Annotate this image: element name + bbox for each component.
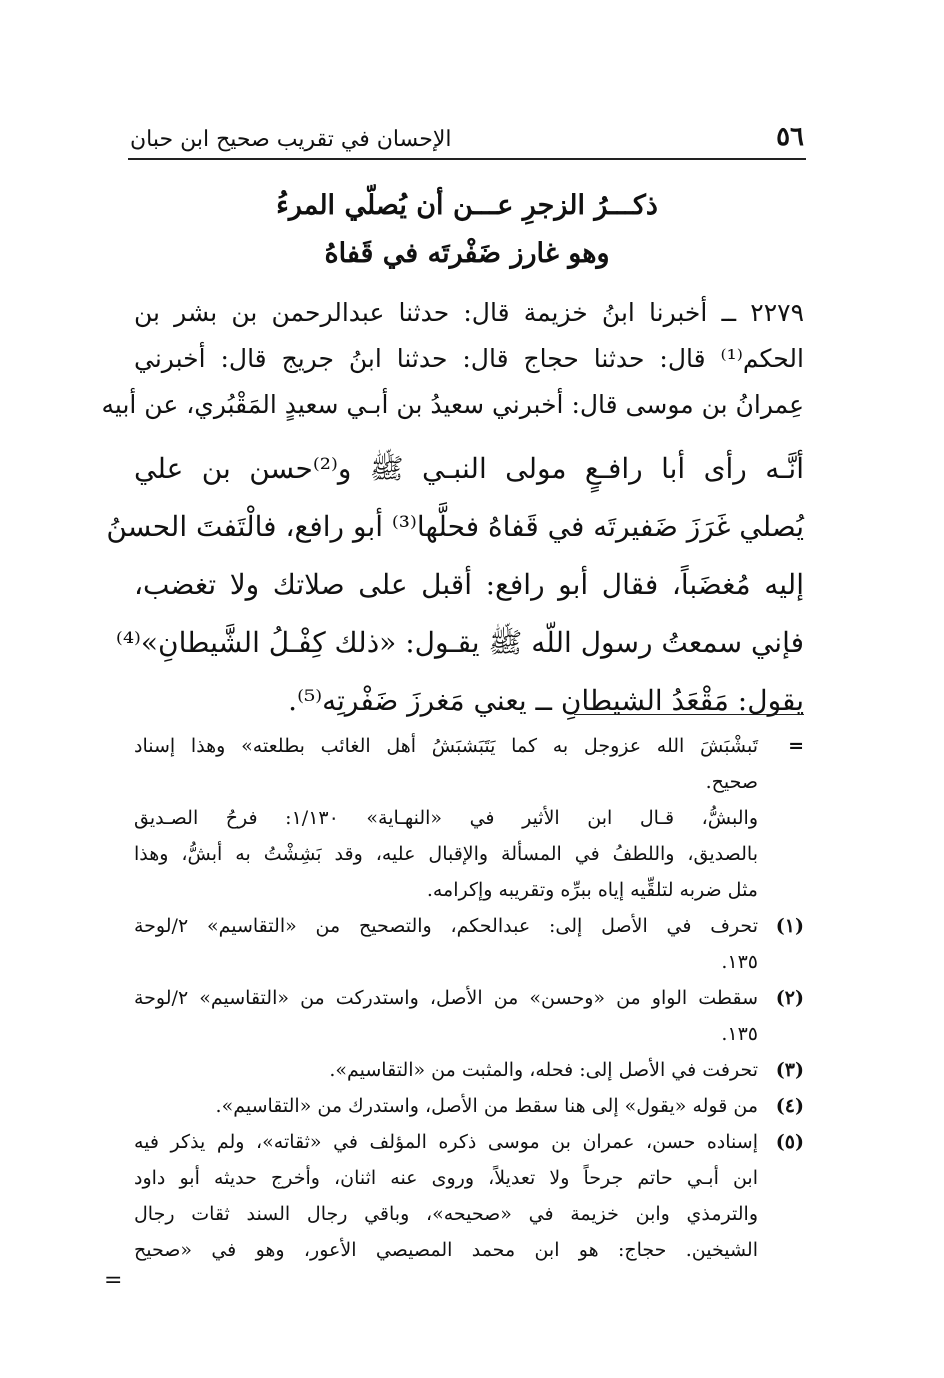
- footnote-line: تحرف في الأصل إلى: عبدالحكم، والتصحيح من «التقاسيم» ٢/لوحة: [134, 915, 758, 937]
- footnote-body: [134, 728, 758, 800]
- footnote-line: الشيخين. حجاج: هو ابن محمد المصيصي الأعور، وهو في «صحيح: [134, 1239, 758, 1261]
- chapter-heading-line-1: ذكـــرُ الزجرِ عـــن أن يُصلّي المرءُ: [276, 190, 658, 221]
- footnote-body: [134, 980, 758, 1052]
- footnote-mark: (٥): [775, 1131, 804, 1153]
- isnad-line: ٢٢٧٩ ــ أخبرنا ابنُ خزيمة قال: حدثنا عبدالرحمن بن بشر بن: [134, 298, 804, 327]
- footnote-line: والترمذي وابن خزيمة في «صحيحه»، وباقي رجال السند ثقات رجال: [134, 1203, 758, 1225]
- continuation-mark: =: [104, 1268, 123, 1293]
- footnote-line: إسناده حسن، عمران بن موسى ذكره المؤلف في «ثقاته»، ولم يذكر فيه: [134, 1131, 758, 1153]
- footnote-line: من قوله «يقول» إلى هنا سقط من الأصل، واستدرك من «التقاسيم».: [215, 1095, 758, 1117]
- isnad-line: الحكم⁽¹⁾ قال: حدثنا حجاج قال: حدثنا ابنُ جريج قال: أخبرني: [134, 344, 804, 373]
- header-rule: [128, 158, 806, 160]
- footnote-body: [134, 1124, 758, 1268]
- footnote-5: [134, 1124, 804, 1268]
- footnote-mark: (٢): [775, 987, 804, 1009]
- chapter-heading-line-2: وهو غارز ضَفْرتَه في قَفاهُ: [324, 238, 610, 269]
- hadith-text: [101, 290, 804, 730]
- footnote-line: بالصديق، واللطفُ في المسألة والإقبال عليه، وقد بَشِشْتُ به أبشُّ، وهذا: [134, 843, 758, 865]
- footnote-4: [134, 1088, 804, 1124]
- matn-line: يُصلي غَرَزَ ضَفيرتَه في قَفاهُ فحلَّها⁽³⁾ أبو رافع، فالْتَفتَ الحسنُ: [106, 510, 804, 543]
- footnote-mark: (٣): [775, 1059, 804, 1081]
- isnad-block: [101, 290, 804, 428]
- footnote-separator: [574, 714, 804, 715]
- footnote-body: [134, 1088, 758, 1124]
- footnote-body: [134, 908, 758, 980]
- footnote-line: تحرفت في الأصل إلى: فحله، والمثبت من «التقاسيم».: [329, 1059, 758, 1081]
- footnote-line: ١٣٥.: [721, 1023, 758, 1045]
- page-number: ٥٦: [776, 122, 804, 152]
- chapter-heading: [130, 182, 804, 278]
- matn-line: إليه مُغضَباً، فقال أبو رافع: أقبل على صلاتك ولا تغضب،: [134, 568, 804, 601]
- footnote-body: [134, 1052, 758, 1088]
- footnote-mark: =: [788, 735, 804, 757]
- matn-line: فإني سمعتُ رسول اللّه ﷺ يقـول: «ذلك كِفْـلُ الشَّيطانِ»⁽⁴⁾: [115, 626, 804, 659]
- footnote-2: [134, 980, 804, 1052]
- matn-line: يقول: مَقْعَدُ الشيطانِ ــ يعني مَغرزَ ضَفْرتِه⁽⁵⁾.: [288, 684, 804, 717]
- footnote-line: تَبشْبَشَ الله عزوجل به كما يَتَبَشبَشُ أهل الغائب بطلعته» وهذا إسناد: [134, 735, 758, 757]
- isnad-line: عِمرانُ بن موسى قال: أخبرني سعيدُ بن أبـي سعيدٍ المَقْبُري، عن أبيه: [101, 390, 804, 419]
- footnotes: [134, 728, 804, 1268]
- footnote-body: [134, 800, 758, 908]
- footnote-line: مثل ضربه لتلقِّيه إياه ببرِّه وتقريبه وإكرامه.: [426, 879, 758, 901]
- footnote-continuation: [134, 728, 804, 800]
- footnote-paragraph: [134, 800, 804, 908]
- footnote-line: صحيح.: [705, 771, 758, 793]
- footnote-3: [134, 1052, 804, 1088]
- footnote-1: [134, 908, 804, 980]
- footnote-line: ابن أبـي حاتم جرحاً ولا تعديلاً، وروى عنه اثنان، وأخرج حديثه أبو داود: [134, 1167, 758, 1189]
- footnote-mark: [758, 800, 804, 908]
- running-header: [130, 112, 804, 152]
- matn-line: أنَّـه رأى أبا رافـعٍ مولى النبـي ﷺ و⁽²⁾حسن بن علي: [134, 452, 804, 485]
- footnote-line: والبشُّ، قـال ابن الأثير في «النهـاية» ١/١٣٠: فرحُ الصـديق: [134, 807, 758, 829]
- matn-block: [106, 440, 804, 730]
- footnote-mark: (١): [775, 915, 804, 937]
- footnote-line: ١٣٥.: [721, 951, 758, 973]
- footnote-line: سقطت الواو من «وحسن» من الأصل، واستدركت من «التقاسيم» ٢/لوحة: [134, 987, 758, 1009]
- book-title: الإحسان في تقريب صحيح ابن حبان: [130, 127, 452, 152]
- footnote-mark: (٤): [775, 1095, 804, 1117]
